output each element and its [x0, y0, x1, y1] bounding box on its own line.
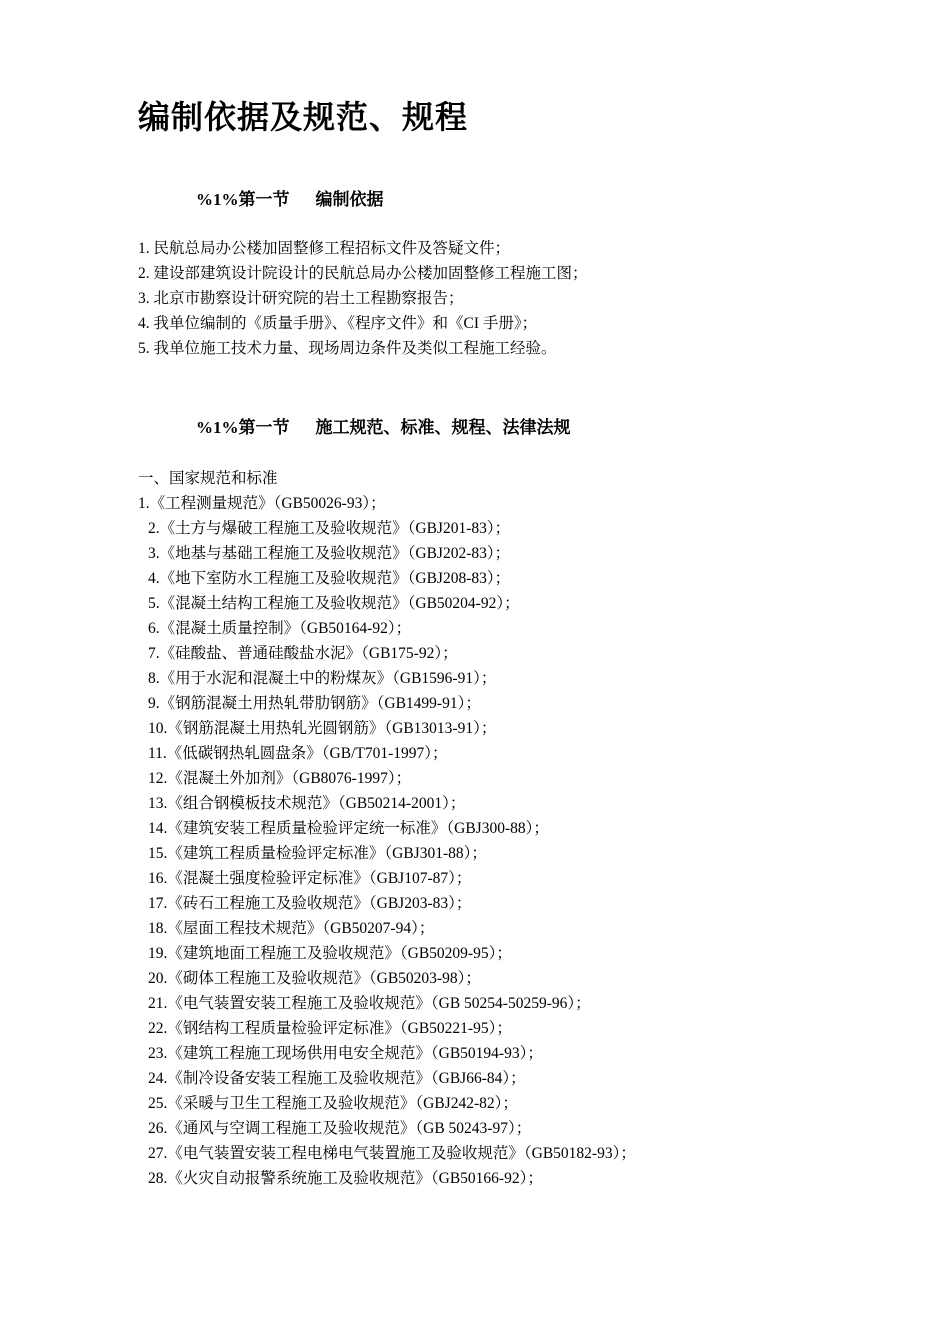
list-item: 3. 北京市勘察设计研究院的岩土工程勘察报告；: [138, 290, 464, 308]
list-item: 5.《混凝土结构工程施工及验收规范》（GB50204-92）；: [148, 594, 520, 612]
list-item: 17.《砖石工程施工及验收规范》（GBJ203-83）；: [148, 894, 472, 912]
section-heading-compilation-basis: [138, 136, 838, 212]
list-item: 24.《制冷设备安装工程施工及验收规范》（GBJ66-84）；: [148, 1069, 526, 1087]
compilation-basis-list: [138, 212, 838, 361]
list-item: 14.《建筑安装工程质量检验评定统一标准》（GBJ300-88）；: [148, 819, 549, 837]
list-item: 2.《土方与爆破工程施工及验收规范》（GBJ201-83）；: [148, 519, 511, 537]
list-item: 4. 我单位编制的《质量手册》、《程序文件》和《CI 手册》；: [138, 315, 538, 333]
section-heading-text: 施工规范、标准、规程、法律法规: [315, 418, 571, 438]
document-content: [138, 0, 838, 1191]
list-item: 6.《混凝土质量控制》（GB50164-92）；: [148, 619, 412, 637]
list-item: 28.《火灾自动报警系统施工及验收规范》（GB50166-92）；: [148, 1169, 543, 1187]
list-item: 16.《混凝土强度检验评定标准》（GBJ107-87）；: [148, 869, 472, 887]
list-item: 7.《硅酸盐、普通硅酸盐水泥》（GB175-92）；: [148, 644, 458, 662]
list-item: 15.《建筑工程质量检验评定标准》（GBJ301-88）；: [148, 844, 487, 862]
subheading-national-standards: 一、国家规范和标准: [138, 469, 278, 487]
list-item: 26.《通风与空调工程施工及验收规范》（GB 50243-97）；: [148, 1119, 532, 1137]
section-marker: %1%第一节: [196, 418, 290, 438]
section-heading-text: 编制依据: [315, 190, 384, 210]
list-item: 22.《钢结构工程质量检验评定标准》（GB50221-95）；: [148, 1019, 512, 1037]
list-item: 18.《屋面工程技术规范》（GB50207-94）；: [148, 919, 435, 937]
list-item: 12.《混凝土外加剂》（GB8076-1997）；: [148, 769, 412, 787]
list-item: 3.《地基与基础工程施工及验收规范》（GBJ202-83）；: [148, 544, 511, 562]
list-item: 27.《电气装置安装工程电梯电气装置施工及验收规范》（GB50182-93）；: [148, 1144, 636, 1162]
section-heading-standards: [138, 361, 838, 440]
list-item: 13.《组合钢模板技术规范》（GB50214-2001）；: [148, 794, 466, 812]
list-item: 5. 我单位施工技术力量、现场周边条件及类似工程施工经验。: [138, 340, 557, 358]
list-item: 1.《工程测量规范》（GB50026-93）；: [138, 494, 386, 512]
list-item: 10.《钢筋混凝土用热轧光圆钢筋》（GB13013-91）；: [148, 719, 497, 737]
list-item: 8.《用于水泥和混凝土中的粉煤灰》（GB1596-91）；: [148, 669, 497, 687]
section-marker: %1%第一节: [196, 190, 290, 210]
list-item: 4.《地下室防水工程施工及验收规范》（GBJ208-83）；: [148, 569, 511, 587]
list-item: 20.《砌体工程施工及验收规范》（GB50203-98）；: [148, 969, 481, 987]
list-item: 9.《钢筋混凝土用热轧带肋钢筋》（GB1499-91）；: [148, 694, 481, 712]
list-item: 25.《采暖与卫生工程施工及验收规范》（GBJ242-82）；: [148, 1094, 518, 1112]
list-item: 11.《低碳钢热轧圆盘条》（GB/T701-1997）；: [148, 744, 448, 762]
list-item: 1. 民航总局办公楼加固整修工程招标文件及答疑文件；: [138, 240, 511, 258]
page-title: 编制依据及规范、规程: [138, 99, 469, 135]
list-item: 19.《建筑地面工程施工及验收规范》（GB50209-95）；: [148, 944, 512, 962]
list-item: 23.《建筑工程施工现场供用电安全规范》（GB50194-93）；: [148, 1044, 543, 1062]
standards-list: [138, 440, 838, 1191]
list-item: 2. 建设部建筑设计院设计的民航总局办公楼加固整修工程施工图；: [138, 265, 588, 283]
list-item: 21.《电气装置安装工程施工及验收规范》（GB 50254-50259-96）；: [148, 994, 591, 1012]
